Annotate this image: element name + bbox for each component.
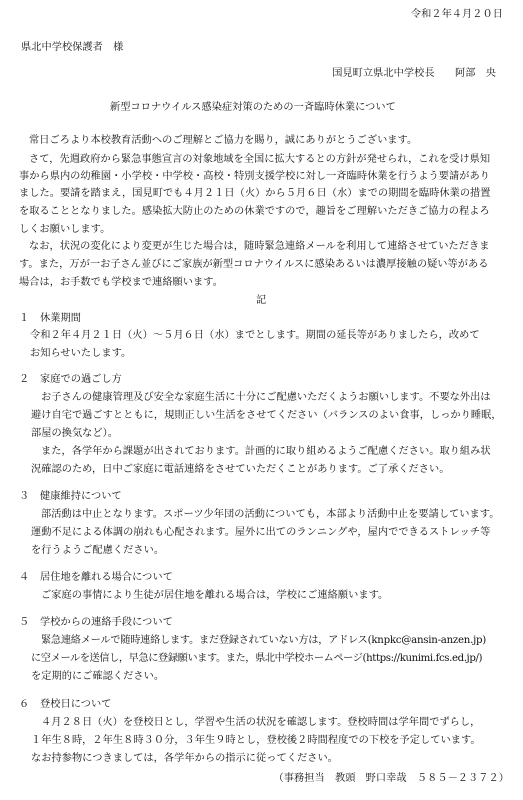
section-number: ４ [19, 572, 30, 583]
section-number: ３ [19, 491, 30, 502]
intro-line: を取ることとなりました。感染拡大防止のための休業ですので，趣旨をご理解いただきご協力の程よろ [19, 206, 490, 217]
section-heading: 居住地を離れる場合について [40, 572, 173, 583]
section-number: １ [19, 313, 30, 324]
footer-contact: （事務担当 教頭 野口幸哉 ５８５－２３７２） [273, 773, 509, 784]
section-line: 緊急連絡メールで随時連絡します。まだ登録されていない方は，アドレス(knpkc@ansin-anzen.jp) [41, 635, 487, 646]
section-line: 避け自宅で過ごすとともに，規則正しい生活をさせてください（バランスのよい食事，しっかり睡眠， [31, 410, 502, 421]
section-line: １年生８時，２年生８時３０分，３年生９時とし，登校後２時間程度での下校を予定しています。 [31, 735, 481, 746]
section-line: を定期的にご確認ください。 [31, 671, 165, 682]
intro-line: す。また，万が一お子さん並びにご家族が新型コロナウイルスに感染あるいは濃厚接触の疑い等がある [19, 259, 489, 270]
intro-line: 常日ごろより本校教育活動へのご理解とご協力を賜り，誠にありがとうございます。 [29, 135, 418, 146]
section-line: ４月２８日（火）を登校日とし，学習や生活の状況を確認します。登校時間は学年間でずらし， [41, 717, 481, 728]
section-line: また，各学年から課題が出されております。計画的に取り組めるようご配慮ください。取り組み状 [41, 446, 491, 457]
section-heading: 家庭での過ごし方 [40, 374, 122, 385]
sender: 国見町立県北中学校長 阿部 央 [332, 68, 496, 79]
recipient: 県北中学校保護者 様 [21, 42, 124, 53]
intro-line: ました。要請を踏まえ，国見町でも４月２１日（火）から５月６日（水）までの期間を臨時休業の措置 [19, 188, 491, 199]
section-line: を行うようご配慮ください。 [31, 545, 165, 556]
section-heading: 登校日について [40, 699, 112, 710]
section-line: お子さんの健康管理及び安全な家庭生活に十分にご配慮いただくようお願いします。不要な外出は [41, 392, 491, 403]
section-line: 部屋の換気など）。 [31, 428, 119, 439]
section-line: 部活動は中止となります。スポーツ少年団の活動についても，本部より活動中止を要請しています。 [41, 509, 500, 520]
section-number: ６ [19, 699, 30, 710]
date: 令和２年４月２０日 [410, 9, 503, 20]
section-line: 令和２年４月２１日（火）～５月６日（水）までとします。期間の延長等がありましたら，改めて [30, 330, 480, 341]
intro-line: さて，先週政府から緊急事態宣言の対象地域を全国に拡大するとの方針が発せられ，これを受け県知 [29, 154, 491, 165]
section-heading: 休業期間 [40, 313, 81, 324]
section-number: ２ [19, 374, 30, 385]
section-number: ５ [19, 617, 30, 628]
section-line: ご家庭の事情により生徒が居住地を離れる場合は，学校にご連絡願います。 [41, 590, 389, 601]
intro-line: しくお願いします。 [19, 224, 111, 235]
section-line: 運動不足による体調の崩れも心配されます。屋外に出てのランニングや，屋内でできるストレッチ等 [31, 527, 491, 538]
section-line: なお持参物につきましては，各学年からの指示に従ってください。 [31, 753, 338, 764]
intro-line: なお，状況の変化により変更が生じた場合は，随時緊急連絡メールを利用して連絡させていただきま [29, 241, 490, 252]
section-heading: 学校からの連絡手段について [40, 617, 173, 628]
section-heading: 健康維持について [40, 491, 122, 502]
section-line: 況確認のため，日中ご家庭に電話連絡をさせていただくことがあります。ご了承ください。 [31, 464, 450, 475]
intro-line: 場合は，お手数でも学校まで連絡願います。 [19, 277, 223, 288]
ki-marker: 記 [256, 295, 267, 306]
section-line: お知らせいたします。 [30, 348, 132, 359]
document-title: 新型コロナウイルス感染症対策のための一斉臨時休業について [110, 102, 396, 113]
intro-line: 事から県内の幼稚園・小学校・中学校・高校・特別支援学校に対し一斉臨時休業を行うよう要請があり [19, 171, 490, 182]
section-line: に空メールを送信し，早急に登録願います。また，県北中学校ホームページ(https://kunimi.fcs.ed.jp/) [31, 653, 483, 664]
